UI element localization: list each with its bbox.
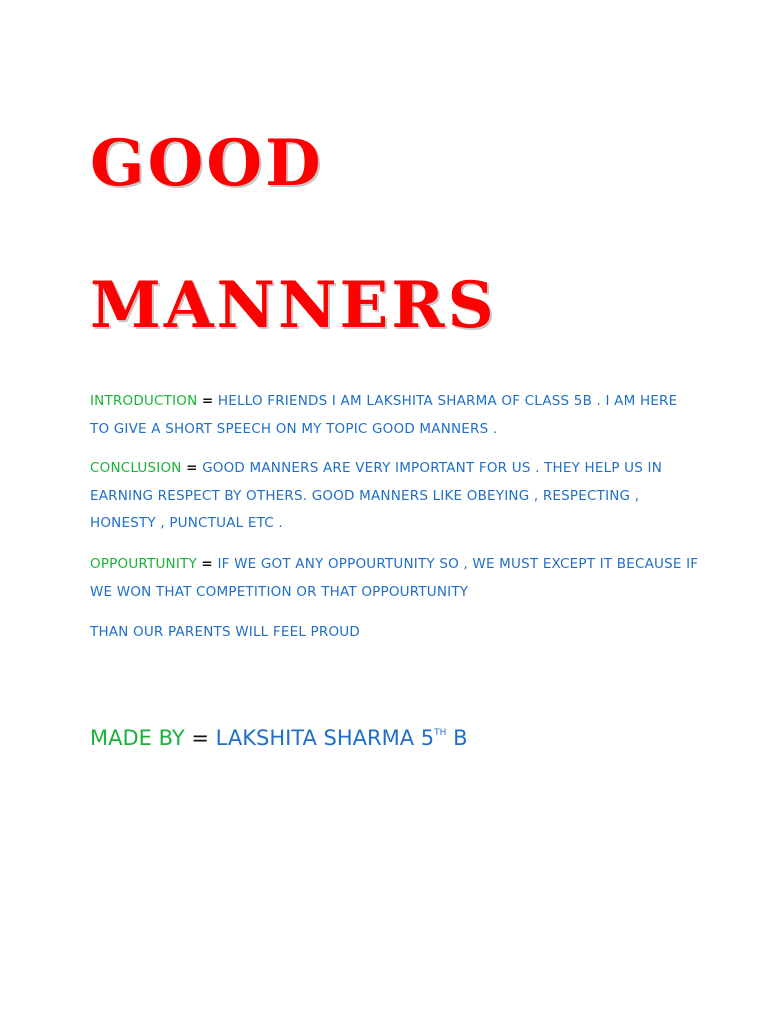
made-by-label: MADE BY [90, 726, 185, 750]
made-by-separator: = [191, 726, 209, 750]
class-ordinal-suffix: TH [434, 728, 447, 738]
conclusion-label: CONCLUSION [90, 460, 182, 476]
conclusion-separator: = [186, 460, 198, 476]
introduction-text: HELLO FRIENDS I AM LAKSHITA SHARMA OF CLASS 5B . I AM HERE TO GIVE A SHORT SPEECH ON MY TOPIC GOOD MANNERS . [90, 393, 678, 437]
introduction-separator: = [201, 393, 214, 409]
made-by-line [90, 722, 468, 754]
title-line-1: GOOD [90, 126, 324, 201]
opportunity-separator: = [201, 556, 213, 572]
author-name: LAKSHITA SHARMA 5 [215, 726, 435, 750]
conclusion-text: GOOD MANNERS ARE VERY IMPORTANT FOR US . THEY HELP US IN EARNING RESPECT BY OTHERS. GOOD MANNERS LIKE OBEYING , RESPECTING , HONESTY , PUNCTUAL ETC . [90, 460, 662, 531]
conclusion-paragraph [90, 455, 690, 538]
introduction-paragraph [90, 388, 690, 443]
introduction-label: INTRODUCTION [90, 393, 198, 409]
title-line-2: MANNERS [90, 268, 497, 343]
opportunity-text: IF WE GOT ANY OPPOURTUNITY SO , WE MUST EXCEPT IT BECAUSE IF WE WON THAT COMPETITION OR THAT OPPOURTUNITY [90, 556, 699, 600]
opportunity-paragraph [90, 551, 700, 606]
class-section: B [453, 726, 468, 750]
closing-line: THAN OUR PARENTS WILL FEEL PROUD [90, 624, 360, 640]
opportunity-label: OPPOURTUNITY [90, 556, 197, 572]
